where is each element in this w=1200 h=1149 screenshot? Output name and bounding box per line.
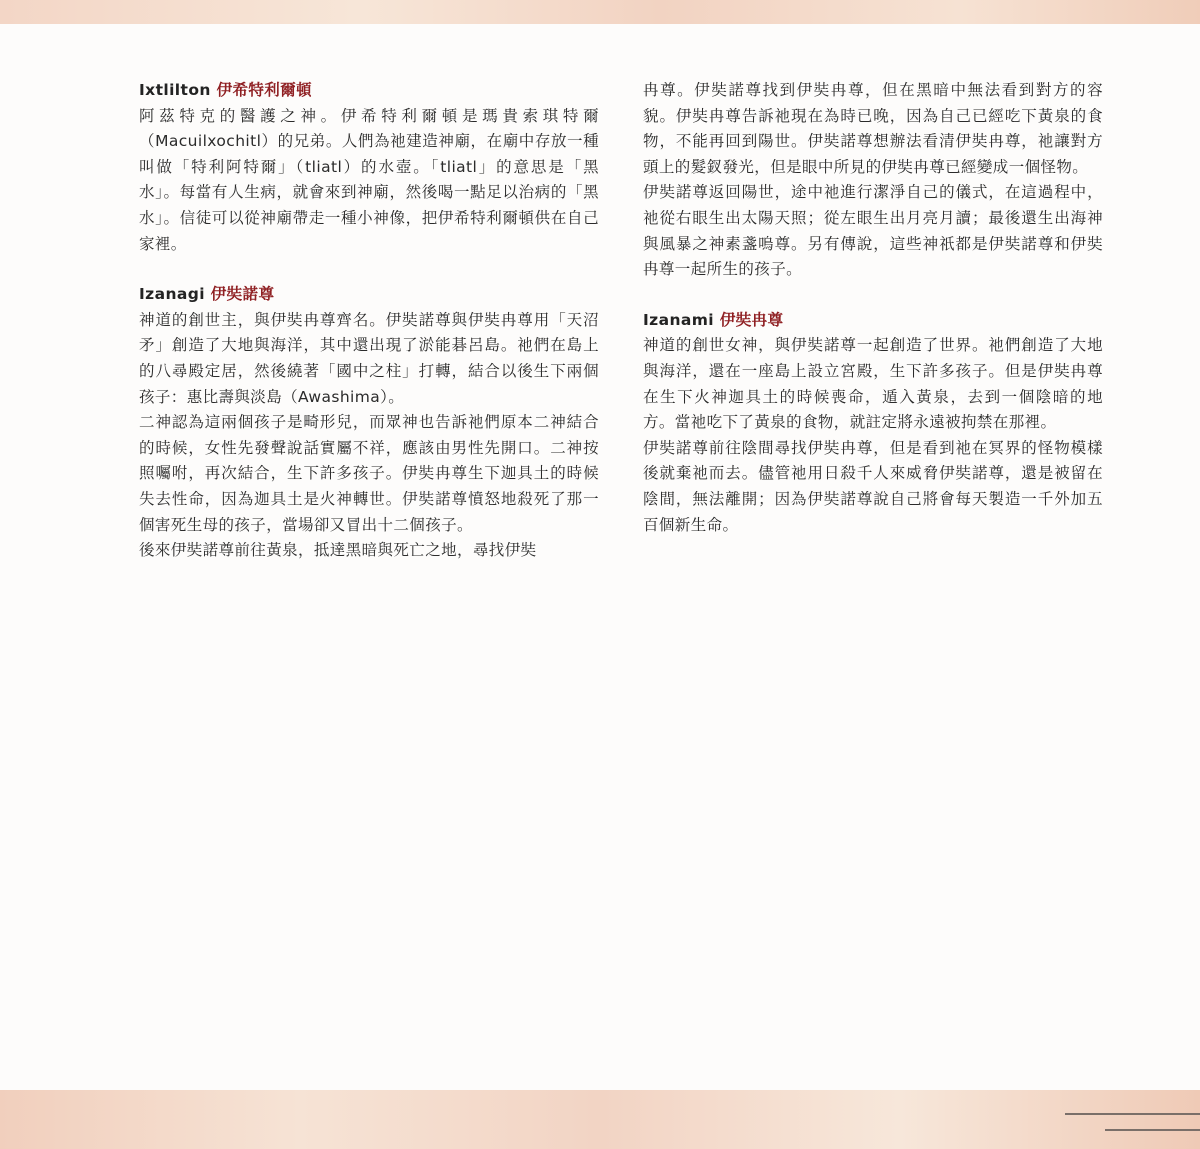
scan-edge-top xyxy=(0,0,1200,24)
entry-heading xyxy=(643,308,1103,334)
entry-heading-latin: Izanami xyxy=(643,310,720,329)
entry-paragraph: 神道的創世女神，與伊奘諾尊一起創造了世界。祂們創造了大地與海洋，還在一座島上設立宮殿，生下許多孩子。但是伊奘冉尊在生下火神迦具土的時候喪命，遁入黃泉，去到一個陰暗的地方。當祂吃下了黃泉的食物，就註定將永遠被拘禁在那裡。 xyxy=(643,336,1103,432)
entry-heading xyxy=(139,78,599,104)
left-column xyxy=(139,78,599,564)
entry-paragraph: 二神認為這兩個孩子是畸形兒，而眾神也告訴祂們原本二神結合的時候，女性先發聲說話實屬不祥，應該由男性先開口。二神按照囑咐，再次結合，生下許多孩子。伊奘冉尊生下迦具土的時候失去性命，因為迦具土是火神轉世。伊奘諾尊憤怒地殺死了那一個害死生母的孩子，當場卻又冒出十二個孩子。 xyxy=(139,413,599,534)
entry-paragraph: 後來伊奘諾尊前往黃泉，抵達黑暗與死亡之地，尋找伊奘 xyxy=(139,541,537,560)
entry-izanagi xyxy=(139,282,599,564)
margin-rule xyxy=(1065,1113,1200,1115)
entry-paragraph: 伊奘諾尊前往陰間尋找伊奘冉尊，但是看到祂在冥界的怪物模樣後就棄祂而去。儘管祂用日殺千人來威脅伊奘諾尊，還是被留在陰間，無法離開；因為伊奘諾尊說自己將會每天製造一千外加五百個新生命。 xyxy=(643,438,1103,534)
entry-heading-chinese: 伊希特利爾頓 xyxy=(216,81,313,99)
entry-heading-latin: Ixtlilton xyxy=(139,81,217,99)
margin-rule xyxy=(1105,1129,1200,1131)
entry-ixtlilton xyxy=(139,78,599,257)
entry-paragraph: 伊奘諾尊返回陽世，途中祂進行潔淨自己的儀式，在這過程中，祂從右眼生出太陽天照；從左眼生出月亮月讀；最後還生出海神與風暴之神素盞嗚尊。另有傳說，這些神祇都是伊奘諾尊和伊奘冉尊一起所生的孩子。 xyxy=(643,183,1103,279)
entry-paragraph: 神道的創世主，與伊奘冉尊齊名。伊奘諾尊與伊奘冉尊用「天沼矛」創造了大地與海洋，其中還出現了淤能碁呂島。祂們在島上的八尋殿定居，然後繞著「國中之柱」打轉，結合以後生下兩個孩子：惠比壽與淡島（Awashima）。 xyxy=(139,310,599,406)
right-column xyxy=(643,78,1103,538)
entry-paragraph: 冉尊。伊奘諾尊找到伊奘冉尊，但在黑暗中無法看到對方的容貌。伊奘冉尊告訴祂現在為時已晚，因為自己已經吃下黃泉的食物，不能再回到陽世。伊奘諾尊想辦法看清伊奘冉尊，祂讓對方頭上的髮釵發光，但是眼中所見的伊奘冉尊已經變成一個怪物。 xyxy=(643,81,1103,176)
entry-paragraph: 阿茲特克的醫護之神。伊希特利爾頓是瑪貴索琪特爾（Macuilxochitl）的兄弟。人們為祂建造神廟，在廟中存放一種叫做「特利阿特爾」（tliatl）的水壺。「tliatl」的意思是「黑水」。每當有人生病，就會來到神廟，然後喝一點足以治病的「黑水」。信徒可以從神廟帶走一種小神像，把伊希特利爾頓供在自己家裡。 xyxy=(139,106,599,253)
scan-edge-bottom xyxy=(0,1090,1200,1149)
entry-heading-chinese: 伊奘冉尊 xyxy=(719,310,784,329)
entry-izanami xyxy=(643,308,1103,538)
entry-heading-chinese: 伊奘諾尊 xyxy=(210,285,275,304)
entry-heading-latin: Izanagi xyxy=(139,285,211,304)
entry-heading xyxy=(139,282,599,308)
entry-izanagi-continued xyxy=(643,78,1103,283)
